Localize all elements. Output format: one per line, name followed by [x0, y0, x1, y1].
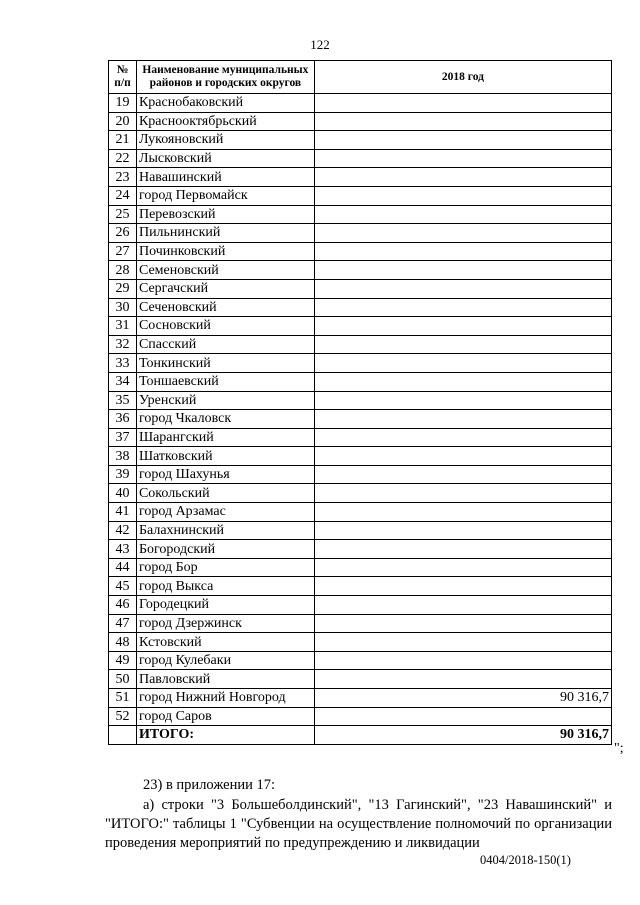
subvention-table	[108, 60, 612, 745]
row-num: 40	[109, 484, 137, 503]
row-name: город Чкаловск	[136, 410, 314, 429]
row-name: город Первомайск	[136, 186, 314, 205]
row-name: Перевозский	[136, 205, 314, 224]
row-num: 36	[109, 410, 137, 429]
table-row	[109, 521, 612, 540]
row-name: город Арзамас	[136, 503, 314, 522]
row-name: Павловский	[136, 670, 314, 689]
row-num: 37	[109, 428, 137, 447]
row-name: Кстовский	[136, 633, 314, 652]
row-value	[314, 242, 611, 261]
row-value	[314, 521, 611, 540]
row-value	[314, 670, 611, 689]
row-num: 48	[109, 633, 137, 652]
table-row	[109, 670, 612, 689]
table-row	[109, 465, 612, 484]
row-name: Тонкинский	[136, 354, 314, 373]
row-value	[314, 428, 611, 447]
row-name: Навашинский	[136, 168, 314, 187]
row-num: 41	[109, 503, 137, 522]
table-row	[109, 484, 612, 503]
row-value	[314, 577, 611, 596]
row-name: город Дзержинск	[136, 614, 314, 633]
row-num: 31	[109, 317, 137, 336]
row-name: Сокольский	[136, 484, 314, 503]
row-name: Починковский	[136, 242, 314, 261]
row-num: 24	[109, 186, 137, 205]
row-name: Балахнинский	[136, 521, 314, 540]
row-num: 34	[109, 372, 137, 391]
row-value	[314, 224, 611, 243]
table-row	[109, 447, 612, 466]
table-row	[109, 186, 612, 205]
table-row	[109, 503, 612, 522]
row-num: 20	[109, 112, 137, 131]
total-num-cell	[109, 726, 137, 745]
table-total-row	[109, 726, 612, 745]
table-row	[109, 131, 612, 150]
table-row	[109, 224, 612, 243]
row-value	[314, 633, 611, 652]
row-value	[314, 410, 611, 429]
row-num: 44	[109, 558, 137, 577]
row-num: 33	[109, 354, 137, 373]
row-value	[314, 205, 611, 224]
table-row	[109, 540, 612, 559]
row-name: Шарангский	[136, 428, 314, 447]
row-value	[314, 261, 611, 280]
row-name: город Кулебаки	[136, 651, 314, 670]
table-row	[109, 372, 612, 391]
table-row	[109, 149, 612, 168]
row-name: Краснооктябрьский	[136, 112, 314, 131]
row-num: 46	[109, 596, 137, 615]
table-row	[109, 651, 612, 670]
row-name: Сергачский	[136, 279, 314, 298]
row-value	[314, 372, 611, 391]
row-value	[314, 596, 611, 615]
table-row	[109, 298, 612, 317]
row-value	[314, 503, 611, 522]
row-num: 19	[109, 94, 137, 113]
table-row	[109, 596, 612, 615]
table-row	[109, 205, 612, 224]
row-name: Шатковский	[136, 447, 314, 466]
row-value	[314, 317, 611, 336]
table-row	[109, 168, 612, 187]
row-value	[314, 484, 611, 503]
table-row	[109, 94, 612, 113]
row-value	[314, 112, 611, 131]
table-row	[109, 317, 612, 336]
table-row	[109, 261, 612, 280]
row-value	[314, 131, 611, 150]
row-num: 26	[109, 224, 137, 243]
row-name: Городецкий	[136, 596, 314, 615]
table-body	[109, 94, 612, 726]
row-name: город Саров	[136, 707, 314, 726]
row-name: Семеновский	[136, 261, 314, 280]
row-value	[314, 465, 611, 484]
total-value: 90 316,7	[314, 726, 611, 745]
row-value	[314, 335, 611, 354]
row-value	[314, 447, 611, 466]
row-num: 22	[109, 149, 137, 168]
row-name: Тоншаевский	[136, 372, 314, 391]
document-code: 0404/2018-150(1)	[480, 853, 571, 867]
row-value	[314, 707, 611, 726]
row-num: 50	[109, 670, 137, 689]
row-name: город Нижний Новгород	[136, 689, 314, 708]
row-name: Сосновский	[136, 317, 314, 336]
row-num: 42	[109, 521, 137, 540]
row-value	[314, 298, 611, 317]
row-num: 25	[109, 205, 137, 224]
row-value	[314, 94, 611, 113]
row-num: 47	[109, 614, 137, 633]
row-num: 23	[109, 168, 137, 187]
table-row	[109, 112, 612, 131]
row-name: Краснобаковский	[136, 94, 314, 113]
row-value	[314, 558, 611, 577]
row-num: 45	[109, 577, 137, 596]
row-num: 32	[109, 335, 137, 354]
total-label: ИТОГО:	[136, 726, 314, 745]
row-num: 39	[109, 465, 137, 484]
table-row	[109, 689, 612, 708]
table-row	[109, 335, 612, 354]
table-row	[109, 577, 612, 596]
row-num: 21	[109, 131, 137, 150]
row-value	[314, 149, 611, 168]
row-num: 43	[109, 540, 137, 559]
total-quote-suffix: ";	[614, 741, 624, 756]
row-name: город Бор	[136, 558, 314, 577]
row-num: 35	[109, 391, 137, 410]
row-num: 28	[109, 261, 137, 280]
row-value	[314, 168, 611, 187]
row-name: Лукояновский	[136, 131, 314, 150]
row-value	[314, 614, 611, 633]
row-value	[314, 651, 611, 670]
row-num: 51	[109, 689, 137, 708]
paragraph-item-23: 23) в приложении 17:	[143, 777, 276, 793]
row-name: город Шахунья	[136, 465, 314, 484]
row-value	[314, 279, 611, 298]
table-row	[109, 242, 612, 261]
row-num: 49	[109, 651, 137, 670]
row-name: Богородский	[136, 540, 314, 559]
table-row	[109, 428, 612, 447]
row-name: город Выкса	[136, 577, 314, 596]
row-num: 29	[109, 279, 137, 298]
table-row	[109, 707, 612, 726]
table-row	[109, 391, 612, 410]
row-name: Сеченовский	[136, 298, 314, 317]
row-value	[314, 540, 611, 559]
table-row	[109, 614, 612, 633]
table-row	[109, 558, 612, 577]
row-num: 38	[109, 447, 137, 466]
page-number: 122	[310, 37, 330, 52]
header-name: Наименование муниципальных районов и городских округов	[136, 61, 314, 94]
row-value: 90 316,7	[314, 689, 611, 708]
table-row	[109, 633, 612, 652]
row-name: Лысковский	[136, 149, 314, 168]
header-year: 2018 год	[314, 61, 611, 94]
header-num: № п/п	[109, 61, 137, 94]
row-value	[314, 186, 611, 205]
table-row	[109, 354, 612, 373]
row-name: Пильнинский	[136, 224, 314, 243]
row-num: 52	[109, 707, 137, 726]
table-header-row	[109, 61, 612, 94]
row-value	[314, 354, 611, 373]
row-value	[314, 391, 611, 410]
row-num: 30	[109, 298, 137, 317]
paragraph-item-a: а) строки "3 Большеболдинский", "13 Гагинский", "23 Навашинский" и "ИТОГО:" таблицы 1 "Субвенции на осуществление полномочий по организации проведения мероприятий по предупреждению и ликвидации	[105, 797, 612, 851]
row-name: Уренский	[136, 391, 314, 410]
table-row	[109, 279, 612, 298]
row-name: Спасский	[136, 335, 314, 354]
table-row	[109, 410, 612, 429]
row-num: 27	[109, 242, 137, 261]
